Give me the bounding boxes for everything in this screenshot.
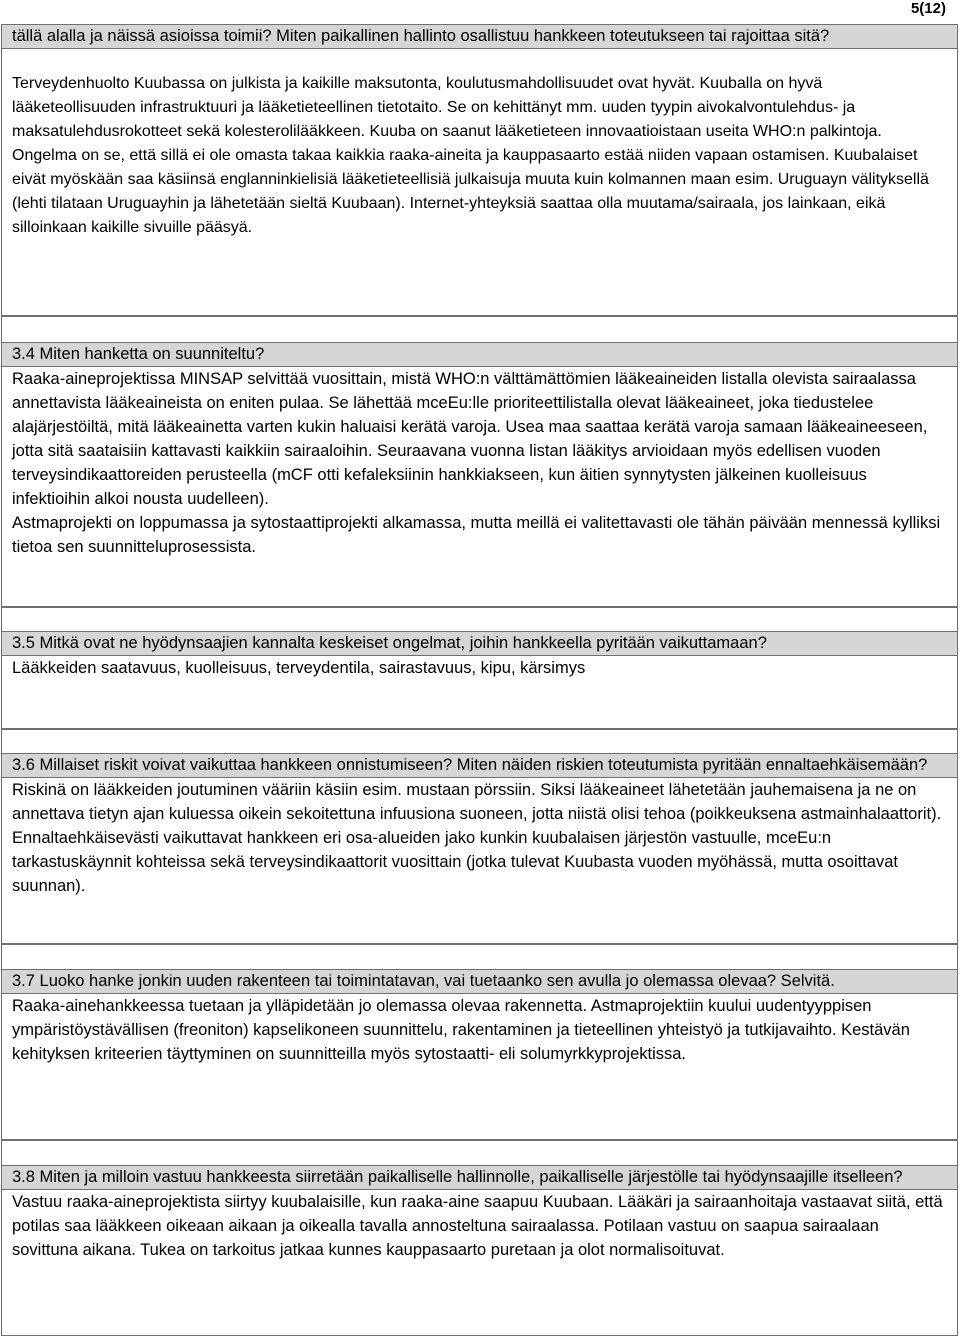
answer-paragraph: Terveydenhuolto Kuubassa on julkista ja kaikille maksutonta, koulutusmahdollisuudet ovat hyvät. Kuuballa on hyvä lääketeollisuuden infrastruktuuri ja lääketieteellinen tietotaito. Se on kehittänyt mm. uuden tyypin aivokalvontulehdus- ja maksatulehdusrokotteet sekä kolesterolilääkkeen. Kuuba on saanut lääketieteen innovaatioistaan useita WHO:n palkintoja. Ongelma on se, että sillä ei ole omasta takaa kaikkia raaka-aineita ja kauppasaarto estää niiden vapaan ostamisen. Kuubalaiset eivät myöskään saa käsiinsä englanninkielisiä lääketieteellisiä julkaisuja muuta kuin kolmannen maan esim. Uruguayn välityksellä (lehti tilataan Uruguayhin ja lähetetään sieltä Kuubaan). Internet-yhteyksiä saattaa olla muutama/sairaala, jos lainkaan, eikä silloinkaan kaikille sivuille pääsyä. (12, 74, 929, 236)
question-text: 3.4 Miten hanketta on suunniteltu? (2, 342, 957, 367)
question-text: 3.7 Luoko hanke jonkin uuden rakenteen tai toimintatavan, vai tuetaanko sen avulla jo olemassa olevaa? Selvitä. (2, 969, 957, 994)
section-question (2, 317, 957, 367)
section-answer (2, 656, 957, 680)
answer-paragraph: Raaka-ainehankkeessa tuetaan ja ylläpidetään jo olemassa olevaa rakennetta. Astmaprojektiin kuului uudentyyppisen ympäristöystävällisen (freoniton) kapselikoneen suunnittelu, rakentaminen ja tieteellinen yhteistyö ja tutkijavaihto. Kestävän kehityksen kriteerien täyttyminen on suunnitteilla myös sytostaatti- eli solumyrkkyprojektissa. (12, 996, 910, 1063)
section-3-6 (1, 729, 958, 944)
section-3-3-continued (1, 24, 958, 316)
answer-paragraph: Riskinä on lääkkeiden joutuminen vääriin käsiin esim. mustaan pörssiin. Siksi lääkeaineet lähetetään jauhemaisena ja ne on annettava tietyn ajan kuluessa oikein sekoitettuna infuusiona suoneen, jotta niistä olisi tehoa (poikkeuksena astmainhalaattorit). Ennaltaehkäisevästi vaikuttavat hankkeen eri osa-alueiden jako kunkin kuubalaisen järjestön vastuulle, mceEu:n tarkastuskäynnit kohteissa sekä terveysindikaattorit vuosittain (jotka tulevat Kuubasta vuoden myöhässä, mutta osoittavat suunnan). (12, 780, 942, 895)
question-text: 3.6 Millaiset riskit voivat vaikuttaa hankkeen onnistumiseen? Miten näiden riskien toteutumista pyritään ennaltaehkäisemään? (2, 753, 957, 778)
section-question (2, 608, 957, 656)
question-text: 3.8 Miten ja milloin vastuu hankkeesta siirretään paikalliselle hallinnolle, paikalliselle järjestölle tai hyödynsaajille itselleen? (2, 1165, 957, 1190)
section-answer (2, 1190, 957, 1262)
section-question (2, 1141, 957, 1190)
section-question (2, 730, 957, 778)
section-3-8 (1, 1140, 958, 1336)
section-3-7 (1, 944, 958, 1140)
question-text: 3.5 Mitkä ovat ne hyödynsaajien kannalta keskeiset ongelmat, joihin hankkeella pyritään vaikuttamaan? (2, 631, 957, 656)
answer-paragraph-2: Astmaprojekti on loppumassa ja sytostaattiprojekti alkamassa, mutta meillä ei valitettavasti ole tähän päivään mennessä kylliksi tietoa sen suunnitteluprosessista. (12, 513, 941, 556)
section-answer (2, 994, 957, 1066)
answer-paragraph: Vastuu raaka-aineprojektista siirtyy kuubalaisille, kun raaka-aine saapuu Kuubaan. Lääkäri ja sairaanhoitaja vastaavat siitä, että potilas saa lääkkeen oikeaan aikaan ja oikealla tavalla annosteltuna sairaalassa. Potilaan vastuu on saapua sairaalaan sovittuna aikana. Tukea on tarkoitus jatkaa kunnes kauppasaarto puretaan ja olot normalisoituvat. (12, 1192, 943, 1259)
section-answer (2, 49, 957, 240)
page-number: 5(12) (910, 0, 946, 17)
section-question (2, 945, 957, 994)
answer-paragraph-1: Raaka-aineprojektissa MINSAP selvittää vuosittain, mistä WHO:n välttämättömien lääkeaineiden listalla olevista sairaalassa annettavista lääkeaineista on eniten pulaa. Se lähettää mceEu:lle prioriteettilistalla olevat lääkeaineet, joka tiedustelee alajärjestöiltä, mitä lääkeainetta varten kukin haluaisi kerätä varoja. Usea maa saattaa kerätä varoja samaan lääkeaineeseen, jotta sitä saataisiin kattavasti kaikkiin sairaaloihin. Seuraavana vuonna listan lääkitys arvioidaan myös edellisen vuoden terveysindikaattoreiden perusteella (mCF otti kefaleksiinin hankkiakseen, kun äitien synnytysten jälkeinen kuolleisuus infektioihin alkoi nousta uudelleen). (12, 369, 928, 508)
answer-paragraph: Lääkkeiden saatavuus, kuolleisuus, terveydentila, sairastavuus, kipu, kärsimys (12, 658, 586, 677)
section-answer (2, 367, 957, 559)
section-answer (2, 778, 957, 898)
section-3-5 (1, 607, 958, 729)
section-3-4 (1, 316, 958, 607)
section-question: tällä alalla ja näissä asioissa toimii? Miten paikallinen hallinto osallistuu hankkeen toteutukseen tai rajoittaa sitä? (2, 25, 957, 49)
